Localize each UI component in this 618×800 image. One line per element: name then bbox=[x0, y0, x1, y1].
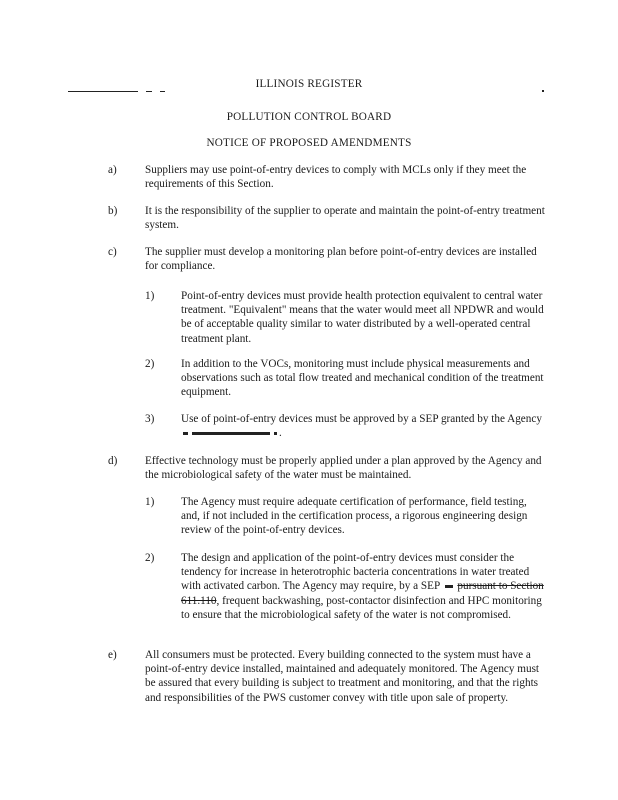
item-d2-text-post: , frequent backwashing, post-contactor disinfection and HPC monitoring to ensure that the microbiological safety of the water is not compromised. bbox=[181, 594, 542, 621]
redaction-mark bbox=[192, 432, 270, 435]
redaction-mark bbox=[445, 585, 453, 588]
item-c3-text-pre: Use of point-of-entry devices must be approved by a SEP granted by the Agency bbox=[181, 413, 542, 425]
item-c3-text-post: . bbox=[279, 427, 282, 440]
item-d2-text bbox=[181, 551, 546, 622]
board-title: POLLUTION CONTROL BOARD bbox=[226, 111, 392, 123]
item-a-label: a) bbox=[108, 164, 117, 176]
item-e-text: All consumers must be protected. Every building connected to the system must have a point-of-entry device installed, maintained and adequately monitored. The Agency must be assured that every building is subject to treatment and monitoring, and that the rights and responsibilities of the PWS customer convey with title upon sale of property. bbox=[145, 649, 540, 704]
item-d2-text-pre: The design and application of the point-of-entry devices must consider the tendency for increase in heterotrophic bacteria concentrations in water treated with activated carbon. The Agency may require, by a SEP bbox=[181, 552, 530, 593]
item-c2-label: 2) bbox=[145, 358, 155, 370]
item-a-text: Suppliers may use point-of-entry devices to comply with MCLs only if they meet the requirements of this Section. bbox=[145, 164, 527, 191]
item-c1-label: 1) bbox=[145, 290, 155, 302]
redaction-mark bbox=[183, 432, 188, 435]
item-c3-text bbox=[181, 412, 546, 440]
item-d2-label: 2) bbox=[145, 552, 155, 564]
item-c3-label: 3) bbox=[145, 413, 155, 425]
item-b-label: b) bbox=[108, 205, 118, 217]
item-c2-text: In addition to the VOCs, monitoring must include physical measurements and observations such as total flow treated and mechanical condition of the treatment equipment. bbox=[181, 358, 544, 399]
item-d2-struck-text: pursuant to Section 611.110 bbox=[181, 580, 544, 607]
notice-title: NOTICE OF PROPOSED AMENDMENTS bbox=[206, 137, 412, 149]
redaction-mark bbox=[274, 432, 277, 435]
item-c-text: The supplier must develop a monitoring plan before point-of-entry devices are installed for compliance. bbox=[145, 246, 537, 273]
item-c-label: c) bbox=[108, 246, 117, 258]
register-title: ILLINOIS REGISTER bbox=[255, 78, 363, 90]
item-d-text: Effective technology must be properly applied under a plan approved by the Agency and the microbiological safety of the water must be maintained. bbox=[145, 455, 542, 482]
item-c1-text: Point-of-entry devices must provide health protection equivalent to central water treatment. "Equivalent" means that the water would meet all NPDWR and would be of acceptable quality similar to water distributed by a well-operated central treatment plant. bbox=[181, 290, 544, 345]
item-e-label: e) bbox=[108, 649, 117, 661]
item-d-label: d) bbox=[108, 455, 118, 467]
item-d1-text: The Agency must require adequate certification of performance, field testing, and, if not included in the certification process, a rigorous engineering design review of the point-of-entry devices. bbox=[181, 496, 528, 537]
item-b-text: It is the responsibility of the supplier to operate and maintain the point-of-entry treatment system. bbox=[145, 205, 545, 232]
item-d1-label: 1) bbox=[145, 496, 155, 508]
